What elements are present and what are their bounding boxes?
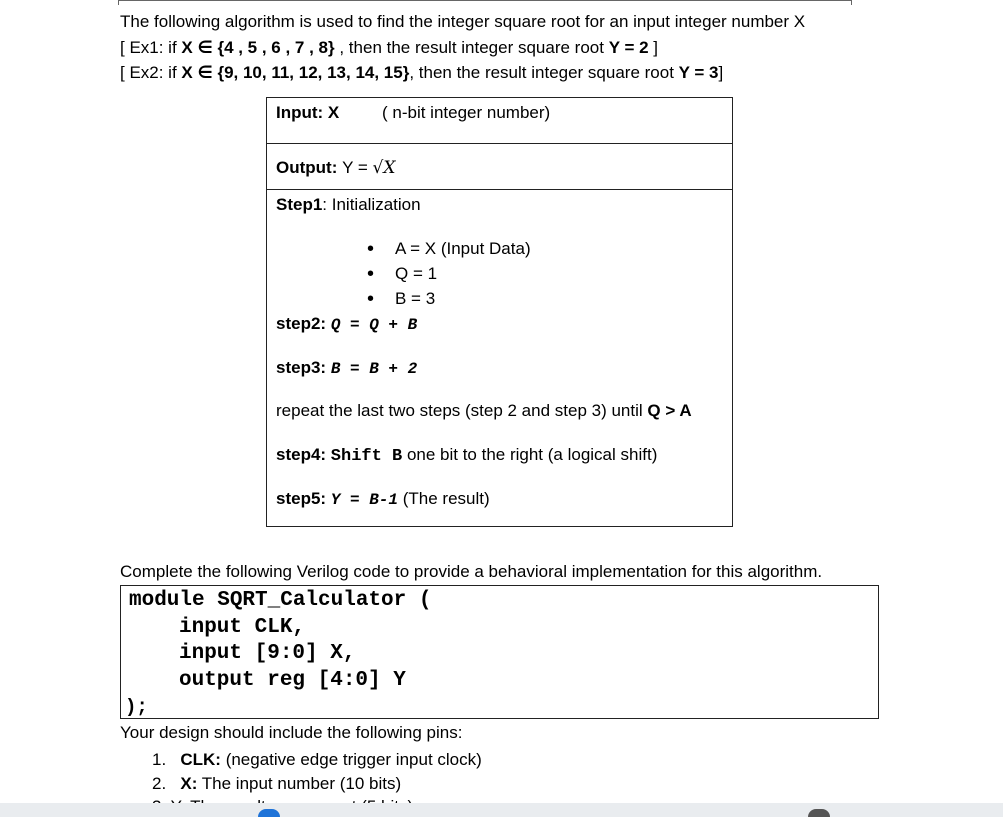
bullet-item: • B = 3 — [367, 288, 436, 310]
pins-heading: Your design should include the following pins: — [120, 723, 463, 742]
code-line: input [9:0] X, — [179, 642, 356, 665]
ex2-end: ] — [718, 63, 724, 82]
step3-label: step3: — [276, 358, 327, 377]
ex1-set: X ∈ {4 , 5 , 6 , 7 , 8} — [181, 38, 335, 57]
output-sqrt: √X — [372, 158, 396, 178]
step1-text: : Initialization — [322, 195, 421, 214]
code-line: ); — [125, 696, 148, 718]
code-line: input CLK, — [179, 616, 306, 639]
verilog-prompt: Complete the following Verilog code to provide a behavioral implementation for this algorithm. — [120, 562, 823, 581]
repeat-line — [276, 401, 692, 421]
input-row — [267, 98, 732, 144]
step3-expression: B = B + 2 — [330, 360, 418, 378]
algorithm-table — [266, 97, 733, 527]
step1-label: Step1 — [276, 195, 323, 214]
ex1-label: [ Ex1: if — [120, 38, 182, 57]
output-eq: Y = — [342, 158, 373, 177]
output-label: Output: — [276, 158, 343, 177]
ex2-mid: , then the result integer square root — [409, 63, 679, 82]
step4-text: one bit to the right (a logical shift) — [402, 445, 658, 464]
step4-code: Shift B — [330, 447, 403, 466]
bullet-dot-icon: • — [367, 288, 375, 310]
viewer-bottom-bar — [0, 803, 1003, 817]
ex2-result: Y = 3 — [678, 63, 719, 82]
output-line — [276, 158, 395, 178]
step3-line — [276, 358, 417, 378]
scroll-marker-icon[interactable] — [258, 809, 280, 817]
step5-expression: Y = B-1 — [330, 491, 399, 509]
ex1-result: Y = 2 — [608, 38, 649, 57]
step1-line — [276, 195, 421, 215]
pin-item: 1. CLK: (negative edge trigger input clock) — [152, 750, 482, 769]
step5-line — [276, 489, 490, 509]
repeat-text: repeat the last two steps (step 2 and step 3) until — [276, 401, 648, 420]
bullet-dot-icon: • — [367, 263, 375, 285]
code-line: module SQRT_Calculator ( — [129, 589, 432, 612]
intro-line-1: The following algorithm is used to find the integer square root for an input integer number X — [120, 12, 806, 31]
step4-label: step4: — [276, 445, 331, 464]
ex1-mid: , then the result integer square root — [334, 38, 609, 57]
output-row — [267, 144, 732, 190]
intro-example-2 — [120, 63, 723, 83]
bullet-item: • Q = 1 — [367, 263, 438, 285]
repeat-condition: Q > A — [647, 401, 692, 420]
intro-example-1 — [120, 38, 658, 58]
bullet-dot-icon: • — [367, 238, 375, 260]
verilog-code-box — [120, 585, 879, 719]
code-line: output reg [4:0] Y — [179, 669, 406, 692]
ex2-set: X ∈ {9, 10, 11, 12, 13, 14, 15} — [181, 63, 410, 82]
step5-label: step5: — [276, 489, 331, 508]
input-label: Input: X — [276, 103, 340, 122]
input-description: ( n-bit integer number) — [382, 103, 551, 122]
step2-expression: Q = Q + B — [330, 316, 418, 334]
pin-item: 2. X: The input number (10 bits) — [152, 774, 402, 793]
step4-line — [276, 445, 657, 466]
scroll-thumb-icon[interactable] — [808, 809, 830, 817]
bullet-item: • A = X (Input Data) — [367, 238, 531, 260]
ex1-end: ] — [648, 38, 659, 57]
step2-line — [276, 314, 417, 334]
step5-text: (The result) — [398, 489, 490, 508]
step2-label: step2: — [276, 314, 327, 333]
ex2-label: [ Ex2: if — [120, 63, 182, 82]
page-top-rule — [118, 0, 852, 4]
